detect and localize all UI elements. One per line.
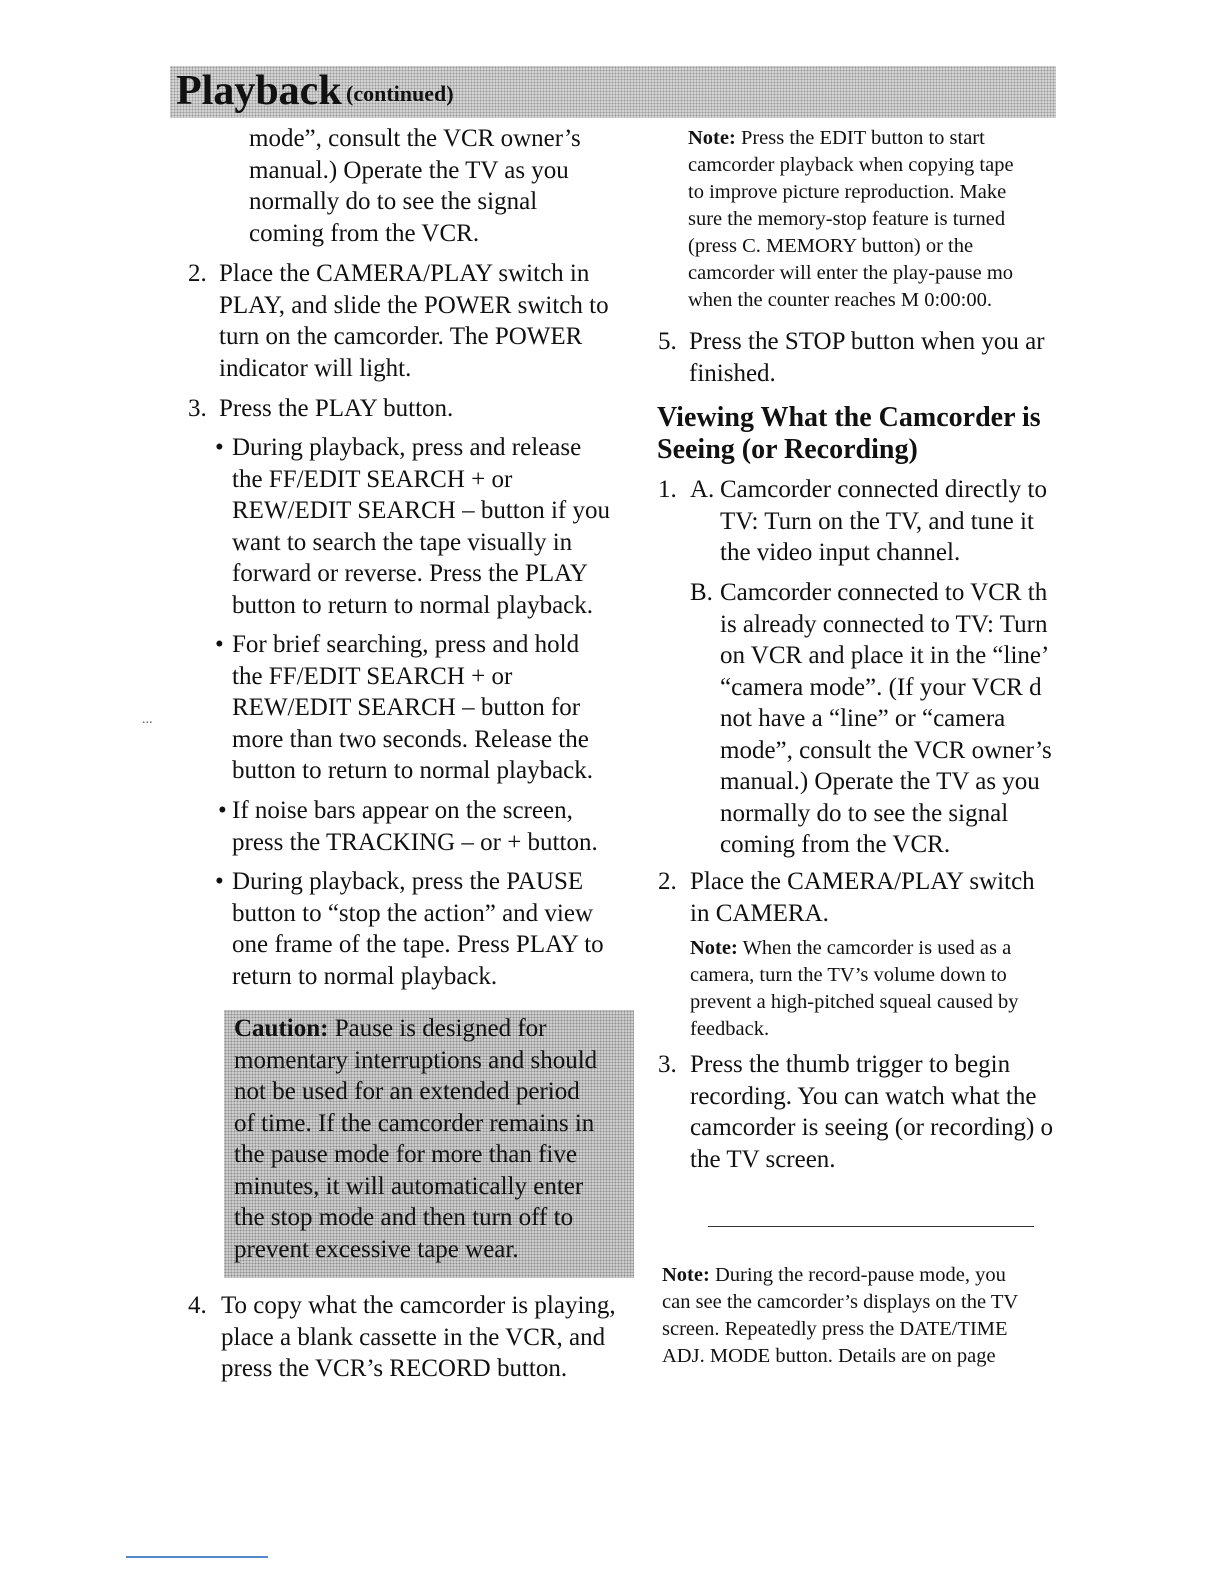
right-step1-b-text: Camcorder connected to VCR th is already connected to TV: Turn on VCR and place it in the “line’ “camera mode”. (If your VCR d not have a “line” or “camera mode”, consult the VCR owner’s manual.) Operate the TV as you normally do to see the signal coming from the VCR. — [720, 579, 1052, 858]
left-step4-text: To copy what the camcorder is playing, place a blank cassette in the VCR, and press the VCR’s RECORD button. — [221, 1292, 616, 1382]
left-step4-number: 4. — [188, 1292, 207, 1319]
left-bullet-4: During playback, press the PAUSE button to “stop the action” and view one frame of the tape. Press PLAY to return to normal playback. — [232, 868, 604, 990]
note-label: Note: — [688, 127, 736, 149]
left-bullet-1: During playback, press and release the FF/EDIT SEARCH + or REW/EDIT SEARCH – button if you want to search the tape visually in forward or reverse. Press the PLAY button to return to normal playback. — [232, 434, 611, 619]
left-bullet-2: For brief searching, press and hold the FF/EDIT SEARCH + or REW/EDIT SEARCH – button for more than two seconds. Release the button to return to normal playback. — [232, 631, 594, 784]
divider-rule — [708, 1226, 1034, 1227]
right-step2-number: 2. — [658, 868, 677, 895]
left-step3-text: Press the PLAY button. — [219, 395, 454, 422]
right-note-1: Note: Press the EDIT button to start camcorder playback when copying tape to improve picture reproduction. Make sure the memory-stop feature is turned (press C. MEMORY button) or the camcorder will enter the play-pause mo when the counter reaches M 0:00:00. — [688, 127, 1014, 311]
page-subtitle: (continued) — [346, 81, 454, 106]
right-step2-text: Place the CAMERA/PLAY switch in CAMERA. — [690, 868, 1035, 927]
page-title: Playback — [176, 68, 342, 114]
right-step1-number: 1. — [658, 476, 677, 503]
right-step3-text: Press the thumb trigger to begin recording. You can watch what the camcorder is seeing (or recording) o the TV screen. — [690, 1051, 1054, 1173]
caution-label: Caution: — [234, 1015, 329, 1042]
bullet-mark: • — [218, 797, 227, 824]
right-step1-a-text: Camcorder connected directly to TV: Turn on the TV, and tune it the video input channel. — [720, 476, 1047, 566]
bullet-mark: • — [215, 631, 224, 658]
right-step1-b-label: B. — [690, 579, 713, 606]
right-step1-a-label: A. — [690, 476, 715, 503]
section-heading: Viewing What the Camcorder is Seeing (or Recording) — [657, 402, 1041, 465]
right-step5-text: Press the STOP button when you ar finished. — [689, 328, 1045, 387]
right-step5-number: 5. — [658, 328, 677, 355]
right-note-3: Note: During the record-pause mode, you can see the camcorder’s displays on the TV screen. Repeatedly press the DATE/TIME ADJ. MODE button. Details are on page — [662, 1264, 1019, 1367]
left-intro: mode”, consult the VCR owner’s manual.) Operate the TV as you normally do to see the signal coming from the VCR. — [249, 125, 581, 247]
left-step2-number: 2. — [188, 260, 207, 287]
right-step3-number: 3. — [658, 1051, 677, 1078]
note-label: Note: — [690, 937, 738, 959]
corner-rule — [126, 1556, 268, 1558]
caution-text: Caution: Pause is designed for momentary interruptions and should not be used for an extended period of time. If the camcorder remains in the pause mode for more than five minutes, it will automatically enter the stop mode and then turn off to prevent excessive tape wear. — [234, 1015, 598, 1263]
bullet-mark: • — [215, 434, 224, 461]
left-bullet-3: If noise bars appear on the screen, press the TRACKING – or + button. — [232, 797, 598, 856]
left-step3-number: 3. — [188, 395, 207, 422]
note-label: Note: — [662, 1264, 710, 1286]
left-step2-text: Place the CAMERA/PLAY switch in PLAY, and slide the POWER switch to turn on the camcorder. The POWER indicator will light. — [219, 260, 609, 382]
right-note-2: Note: When the camcorder is used as a camera, turn the TV’s volume down to prevent a high-pitched squeal caused by feedback. — [690, 937, 1019, 1040]
bullet-mark: • — [215, 868, 224, 895]
margin-mark: ... — [142, 712, 153, 727]
